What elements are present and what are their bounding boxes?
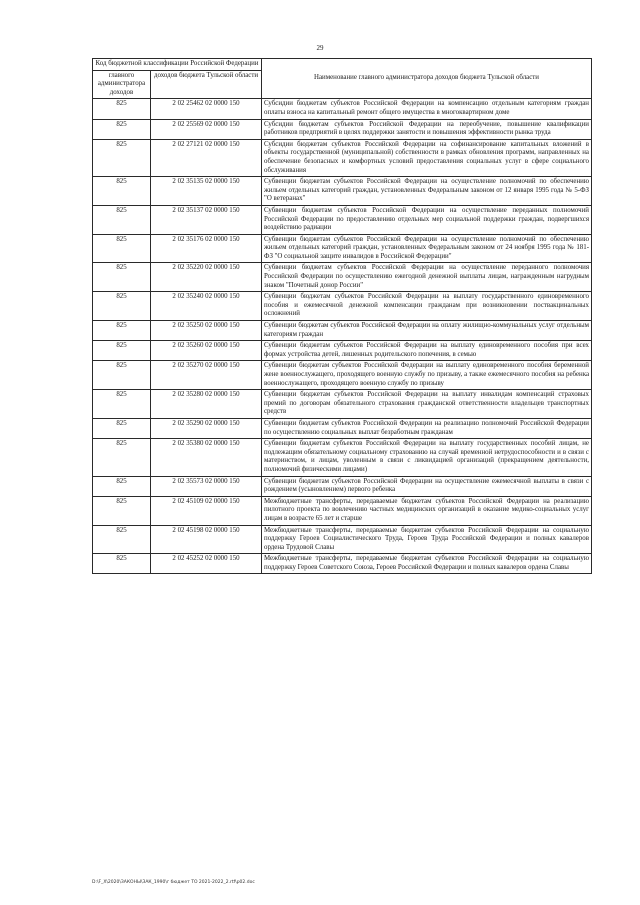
table-row — [93, 205, 592, 234]
admin-code-cell: 825 — [93, 554, 151, 574]
revenue-name-cell: Субвенции бюджетам субъектов Российской Федерации на выплату государственного единовременного пособия и ежемесячной денежной компенсации гражданам при возникновении поствакцинальных осложнений — [262, 292, 592, 321]
admin-code-cell: 825 — [93, 525, 151, 554]
admin-code-cell: 825 — [93, 292, 151, 321]
revenue-code-cell: 2 02 45109 02 0000 150 — [151, 496, 262, 525]
header-classification-code: Код бюджетной классификации Российской Федерации — [93, 59, 262, 71]
table-row — [93, 496, 592, 525]
table-row — [93, 439, 592, 476]
table-row — [93, 390, 592, 419]
revenue-code-cell: 2 02 35220 02 0000 150 — [151, 263, 262, 292]
revenue-code-cell: 2 02 45252 02 0000 150 — [151, 554, 262, 574]
table-body — [93, 99, 592, 574]
admin-code-cell: 825 — [93, 234, 151, 263]
header-admin-code: главного администратора доходов — [93, 70, 151, 99]
table-row — [93, 525, 592, 554]
revenue-code-cell: 2 02 35176 02 0000 150 — [151, 234, 262, 263]
revenue-name-cell: Субвенции бюджетам субъектов Российской Федерации на выплату государственных пособий лицам, не подлежащим обязательному социальному страхованию на случай временной нетрудоспособности и в связи с материнством, и лицам, уволенным в связи с ликвидацией организаций (прекращением деятельности, полномочий физическими лицами) — [262, 439, 592, 476]
admin-code-cell: 825 — [93, 439, 151, 476]
revenue-name-cell: Субвенции бюджетам субъектов Российской Федерации на осуществление полномочий по обеспечению жильем отдельных категорий граждан, установленных Федеральным законом от 12 января 1995 года № 5-ФЗ "О ветеранах" — [262, 177, 592, 206]
revenue-name-cell: Межбюджетные трансферты, передаваемые бюджетам субъектов Российской Федерации на социальную поддержку Героев Советского Союза, Героев Российской Федерации и полных кавалеров ордена Славы — [262, 554, 592, 574]
table-row — [93, 341, 592, 361]
revenue-code-cell: 2 02 35250 02 0000 150 — [151, 321, 262, 341]
admin-code-cell: 825 — [93, 496, 151, 525]
revenue-name-cell: Субвенции бюджетам субъектов Российской Федерации на выплату инвалидам компенсаций страховых премий по договорам обязательного страхования гражданской ответственности владельцев транспортных средств — [262, 390, 592, 419]
admin-code-cell: 825 — [93, 321, 151, 341]
admin-code-cell: 825 — [93, 205, 151, 234]
revenue-code-cell: 2 02 35137 02 0000 150 — [151, 205, 262, 234]
admin-code-cell: 825 — [93, 177, 151, 206]
table-row — [93, 361, 592, 390]
table-row — [93, 292, 592, 321]
admin-code-cell: 825 — [93, 119, 151, 139]
page-number: 29 — [316, 44, 324, 52]
table-row — [93, 234, 592, 263]
table-row — [93, 99, 592, 119]
revenue-name-cell: Субвенции бюджетам субъектов Российской Федерации на реализацию полномочий Российской Федерации по осуществлению социальных выплат безработным гражданам — [262, 418, 592, 438]
revenue-code-cell: 2 02 45198 02 0000 150 — [151, 525, 262, 554]
budget-classification-table — [92, 58, 592, 574]
table-row — [93, 119, 592, 139]
table-row — [93, 476, 592, 496]
header-revenue-code: доходов бюджета Тульской области — [151, 70, 262, 99]
header-administrator-name: Наименование главного администратора доходов бюджета Тульской области — [262, 59, 592, 99]
table-row — [93, 321, 592, 341]
revenue-code-cell: 2 02 25462 02 0000 150 — [151, 99, 262, 119]
admin-code-cell: 825 — [93, 390, 151, 419]
admin-code-cell: 825 — [93, 341, 151, 361]
revenue-name-cell: Субвенции бюджетам субъектов Российской Федерации на осуществление переданных полномочий Российской Федерации по предоставлению отдельных мер социальной поддержки граждан, подвергшихся воздействию радиации — [262, 205, 592, 234]
table-row — [93, 263, 592, 292]
revenue-name-cell: Субсидии бюджетам субъектов Российской Федерации на переобучение, повышение квалификации работников предприятий в целях поддержки занятости и повышения эффективности рынка труда — [262, 119, 592, 139]
revenue-name-cell: Субвенции бюджетам субъектов Российской Федерации на осуществление полномочий по обеспечению жильем отдельных категорий граждан, установленных Федеральным законом от 24 ноября 1995 года № 181-ФЗ "О социальной защите инвалидов в Российской Федерации" — [262, 234, 592, 263]
revenue-name-cell: Субвенции бюджетам субъектов Российской Федерации на выплату единовременного пособия при всех формах устройства детей, лишенных родительского попечения, в семью — [262, 341, 592, 361]
revenue-name-cell: Субвенции бюджетам субъектов Российской Федерации на осуществление переданного полномочия Российской Федерации по осуществлению ежегодной денежной выплаты лицам, награжденным нагрудным знаком "Почетный донор России" — [262, 263, 592, 292]
revenue-code-cell: 2 02 25569 02 0000 150 — [151, 119, 262, 139]
revenue-code-cell: 2 02 35260 02 0000 150 — [151, 341, 262, 361]
revenue-code-cell: 2 02 35290 02 0000 150 — [151, 418, 262, 438]
table-row — [93, 418, 592, 438]
revenue-code-cell: 2 02 35270 02 0000 150 — [151, 361, 262, 390]
admin-code-cell: 825 — [93, 476, 151, 496]
revenue-code-cell: 2 02 35380 02 0000 150 — [151, 439, 262, 476]
revenue-name-cell: Субвенции бюджетам субъектов Российской Федерации на выплату единовременного пособия беременной жене военнослужащего, проходящего военную службу по призыву, а также ежемесячного пособия на ребенка военнослужащего, проходящего военную службу по призыву — [262, 361, 592, 390]
admin-code-cell: 825 — [93, 139, 151, 176]
admin-code-cell: 825 — [93, 361, 151, 390]
revenue-code-cell: 2 02 27121 02 0000 150 — [151, 139, 262, 176]
revenue-code-cell: 2 02 35280 02 0000 150 — [151, 390, 262, 419]
table-row — [93, 139, 592, 176]
revenue-code-cell: 2 02 35135 02 0000 150 — [151, 177, 262, 206]
table-row — [93, 554, 592, 574]
revenue-name-cell: Субсидии бюджетам субъектов Российской Федерации на софинансирование капитальных вложений в объекты государственной (муниципальной) собственности в рамках обновления программ, направленных на обеспечение безопасных и комфортных условий предоставления социальных услуг в сфере социального обслуживания — [262, 139, 592, 176]
revenue-name-cell: Субсидии бюджетам субъектов Российской Федерации на компенсацию отдельным категориям граждан оплаты взноса на капитальный ремонт общего имущества в многоквартирном доме — [262, 99, 592, 119]
admin-code-cell: 825 — [93, 263, 151, 292]
revenue-name-cell: Субвенции бюджетам субъектов Российской Федерации на осуществление ежемесячной выплаты в связи с рождением (усыновлением) первого ребенка — [262, 476, 592, 496]
revenue-code-cell: 2 02 35240 02 0000 150 — [151, 292, 262, 321]
revenue-code-cell: 2 02 35573 02 0000 150 — [151, 476, 262, 496]
table-row — [93, 177, 592, 206]
admin-code-cell: 825 — [93, 418, 151, 438]
revenue-name-cell: Субвенции бюджетам субъектов Российской Федерации на оплату жилищно-коммунальных услуг отдельным категориям граждан — [262, 321, 592, 341]
admin-code-cell: 825 — [93, 99, 151, 119]
revenue-name-cell: Межбюджетные трансферты, передаваемые бюджетам субъектов Российской Федерации на социальную поддержку Героев Социалистического Труда, Героев Труда Российской Федерации и полных кавалеров ордена Трудовой Славы — [262, 525, 592, 554]
revenue-name-cell: Межбюджетные трансферты, передаваемые бюджетам субъектов Российской Федерации на реализацию пилотного проекта по вовлечению частных медицинских организаций в оказание медико-социальных услуг лицам в возрасте 65 лет и старше — [262, 496, 592, 525]
file-path-footer: D:\F_X\2020\ЗАКОНЫ\ЗАК_1990\г бюджет ТО 2021-2022_2.rtf\p02.doc — [92, 880, 255, 885]
